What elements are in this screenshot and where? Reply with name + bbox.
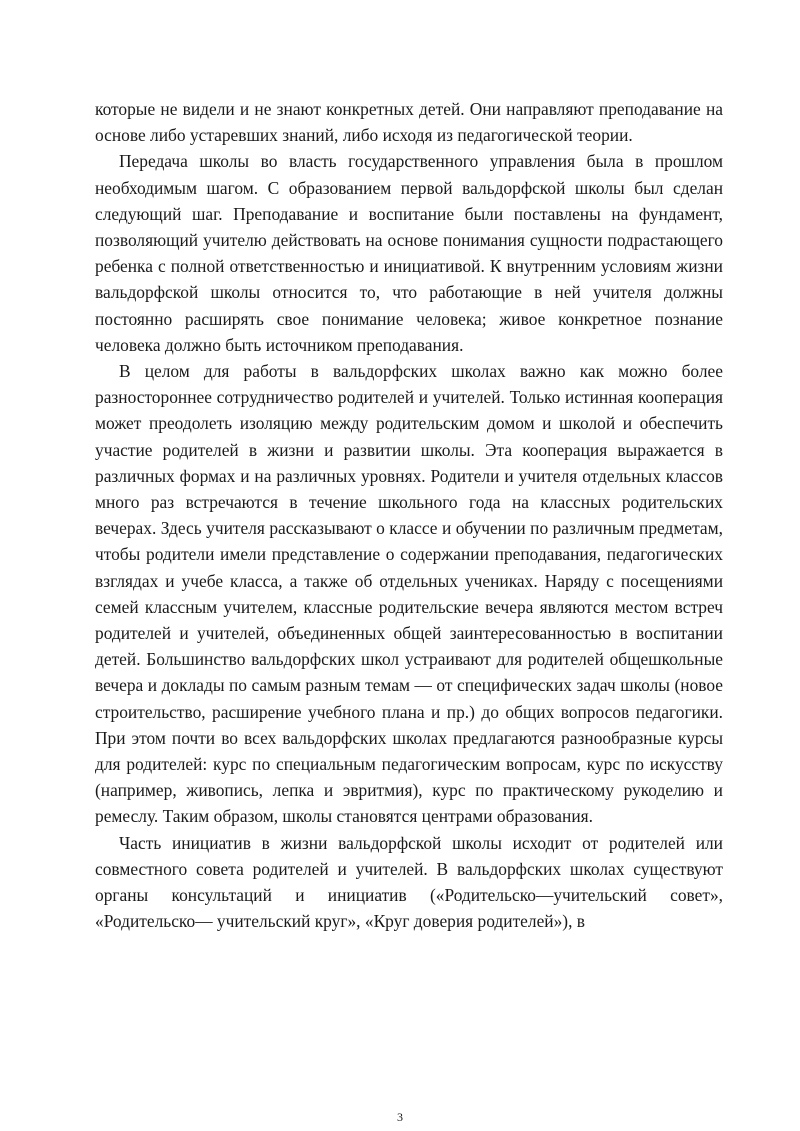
- paragraph-cooperation: В целом для работы в вальдорфских школах важно как можно более разностороннее сотрудничество родителей и учителей. Только истинная кооперация может преодолеть изоляцию между родительским домом и школой и обеспечить участие родителей в жизни и развитии школы. Эта кооперация выражается в различных формах и на различных уровнях. Родители и учителя отдельных классов много раз встречаются в течение школьного года на классных родительских вечерах. Здесь учителя рассказывают о классе и обучении по различным предметам, чтобы родители имели представление о содержании преподавания, педагогических взглядах и учебе класса, а также об отдельных учениках. Наряду с посещениями семей классным учителем, классные родительские вечера являются местом встреч родителей и учителей, объединенных общей заинтересованностью в воспитании детей. Большинство вальдорфских школ устраивают для родителей общешкольные вечера и доклады по самым разным темам — от специфических задач школы (новое строительство, расширение учебного плана и пр.) до общих вопросов педагогики. При этом почти во всех вальдорфских школах предлагаются разнообразные курсы для родителей: курс по специальным педагогическим вопросам, курс по искусству (например, живопись, лепка и эвритмия), курс по практическому рукоделию и ремеслу. Таким образом, школы становятся центрами образования.: [95, 361, 723, 827]
- paragraph-continuation: которые не видели и не знают конкретных детей. Они направляют преподавание на основе либо устаревших знаний, либо исходя из педагогической теории.: [95, 99, 723, 146]
- paragraph-school-transfer: Передача школы во власть государственного управления была в прошлом необходимым шагом. С образованием первой вальдорфской школы был сделан следующий шаг. Преподавание и воспитание были поставлены на фундамент, позволяющий учителю действовать на основе понимания сущности подрастающего ребенка с полной ответственностью и инициативой. К внутренним условиям жизни вальдорфской школы относится то, что работающие в ней учителя должны постоянно расширять свое понимание человека; живое конкретное познание человека должно быть источником преподавания.: [95, 151, 723, 355]
- paragraph-initiatives: Часть инициатив в жизни вальдорфской школы исходит от родителей или совместного совета родителей и учителей. В вальдорфских школах существуют органы консультаций и инициатив («Родительско—учительский совет», «Родительско— учительский круг», «Круг доверия родителей»), в: [95, 832, 723, 932]
- page-number: 3: [397, 1110, 403, 1124]
- document-page: [95, 96, 723, 935]
